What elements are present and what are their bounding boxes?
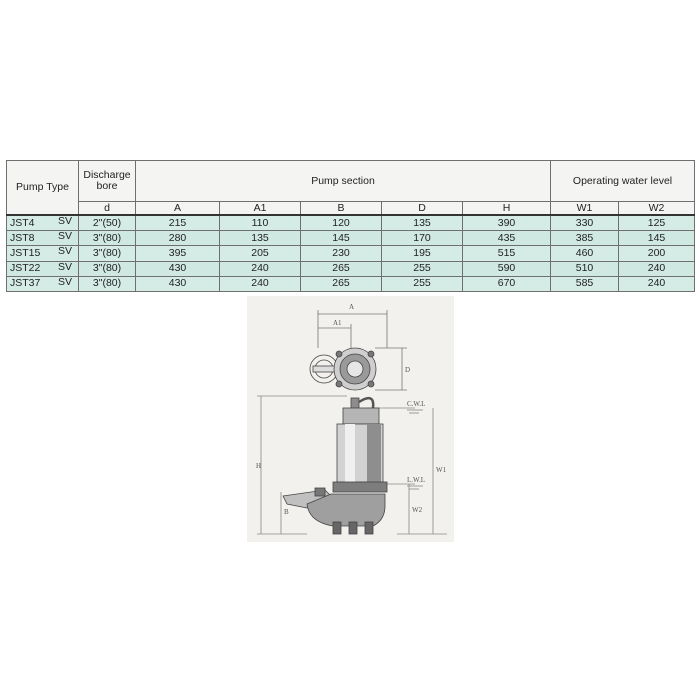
pump-model: JST15	[10, 247, 41, 260]
cell-a1: 205	[220, 246, 301, 261]
cell-h: 515	[463, 246, 551, 261]
subheader-a: A	[136, 202, 220, 216]
cell-type	[7, 215, 79, 231]
cell-a1: 240	[220, 261, 301, 276]
pump-suffix: SV	[57, 275, 72, 288]
pump-suffix: SV	[57, 260, 72, 273]
header-pump-type: Pump Type	[7, 161, 79, 216]
cell-b: 265	[301, 261, 382, 276]
table-row	[7, 215, 695, 231]
cell-a1: 240	[220, 276, 301, 291]
cell-d-dim: 135	[382, 215, 463, 231]
pump-suffix: SV	[57, 230, 72, 243]
cell-w1: 585	[551, 276, 619, 291]
label-w2: W2	[412, 506, 423, 514]
cell-d-dim: 195	[382, 246, 463, 261]
cell-w2: 125	[619, 215, 695, 231]
label-h: H	[256, 462, 262, 470]
pump-suffix: SV	[57, 215, 72, 227]
cell-a1: 135	[220, 231, 301, 246]
cell-w1: 510	[551, 261, 619, 276]
pump-diagram-svg	[247, 296, 454, 542]
cell-b: 265	[301, 276, 382, 291]
table-row	[7, 231, 695, 246]
pump-dimension-drawing	[247, 296, 454, 542]
cell-a: 280	[136, 231, 220, 246]
pump-model: JST8	[10, 231, 35, 244]
cell-w1: 460	[551, 246, 619, 261]
header-discharge-bore: Discharge bore	[79, 161, 136, 202]
cell-d: 3"(80)	[79, 231, 136, 246]
table-row	[7, 261, 695, 276]
label-b: B	[284, 508, 289, 516]
label-w1: W1	[436, 466, 447, 474]
cell-a1: 110	[220, 215, 301, 231]
cell-d-dim: 255	[382, 276, 463, 291]
top-view	[310, 310, 407, 390]
cell-d: 3"(80)	[79, 261, 136, 276]
cell-w2: 145	[619, 231, 695, 246]
cell-d: 3"(80)	[79, 246, 136, 261]
subheader-h: H	[463, 202, 551, 216]
cell-h: 390	[463, 215, 551, 231]
cell-type	[7, 276, 79, 291]
label-lwl: L.W.L	[407, 476, 426, 484]
cell-h: 670	[463, 276, 551, 291]
label-a1: A1	[333, 319, 342, 327]
table-row	[7, 246, 695, 261]
label-cwl: C.W.L	[407, 400, 426, 408]
subheader-d: d	[79, 202, 136, 216]
cell-type	[7, 261, 79, 276]
cell-h: 590	[463, 261, 551, 276]
cell-a: 395	[136, 246, 220, 261]
cell-w2: 200	[619, 246, 695, 261]
subheader-w2: W2	[619, 202, 695, 216]
header-operating-water-level: Operating water level	[551, 161, 695, 202]
pump-model: JST37	[10, 277, 41, 290]
cell-w2: 240	[619, 276, 695, 291]
cell-d: 3"(80)	[79, 276, 136, 291]
cell-type	[7, 231, 79, 246]
label-d: D	[405, 366, 411, 374]
cell-type	[7, 246, 79, 261]
cell-b: 230	[301, 246, 382, 261]
pump-suffix: SV	[57, 245, 72, 258]
cell-d-dim: 255	[382, 261, 463, 276]
cell-w1: 330	[551, 215, 619, 231]
pump-model: JST4	[10, 216, 35, 229]
pump-model: JST22	[10, 262, 41, 275]
cell-b: 120	[301, 215, 382, 231]
cell-d: 2"(50)	[79, 215, 136, 231]
subheader-d-dim: D	[382, 202, 463, 216]
pump-spec-table	[6, 160, 694, 292]
cell-b: 145	[301, 231, 382, 246]
cell-w2: 240	[619, 261, 695, 276]
subheader-w1: W1	[551, 202, 619, 216]
cell-w1: 385	[551, 231, 619, 246]
cell-a: 215	[136, 215, 220, 231]
label-a: A	[349, 303, 355, 311]
header-pump-section: Pump section	[136, 161, 551, 202]
cell-a: 430	[136, 261, 220, 276]
subheader-a1: A1	[220, 202, 301, 216]
cell-h: 435	[463, 231, 551, 246]
cell-a: 430	[136, 276, 220, 291]
cell-d-dim: 170	[382, 231, 463, 246]
table-row	[7, 276, 695, 291]
subheader-b: B	[301, 202, 382, 216]
